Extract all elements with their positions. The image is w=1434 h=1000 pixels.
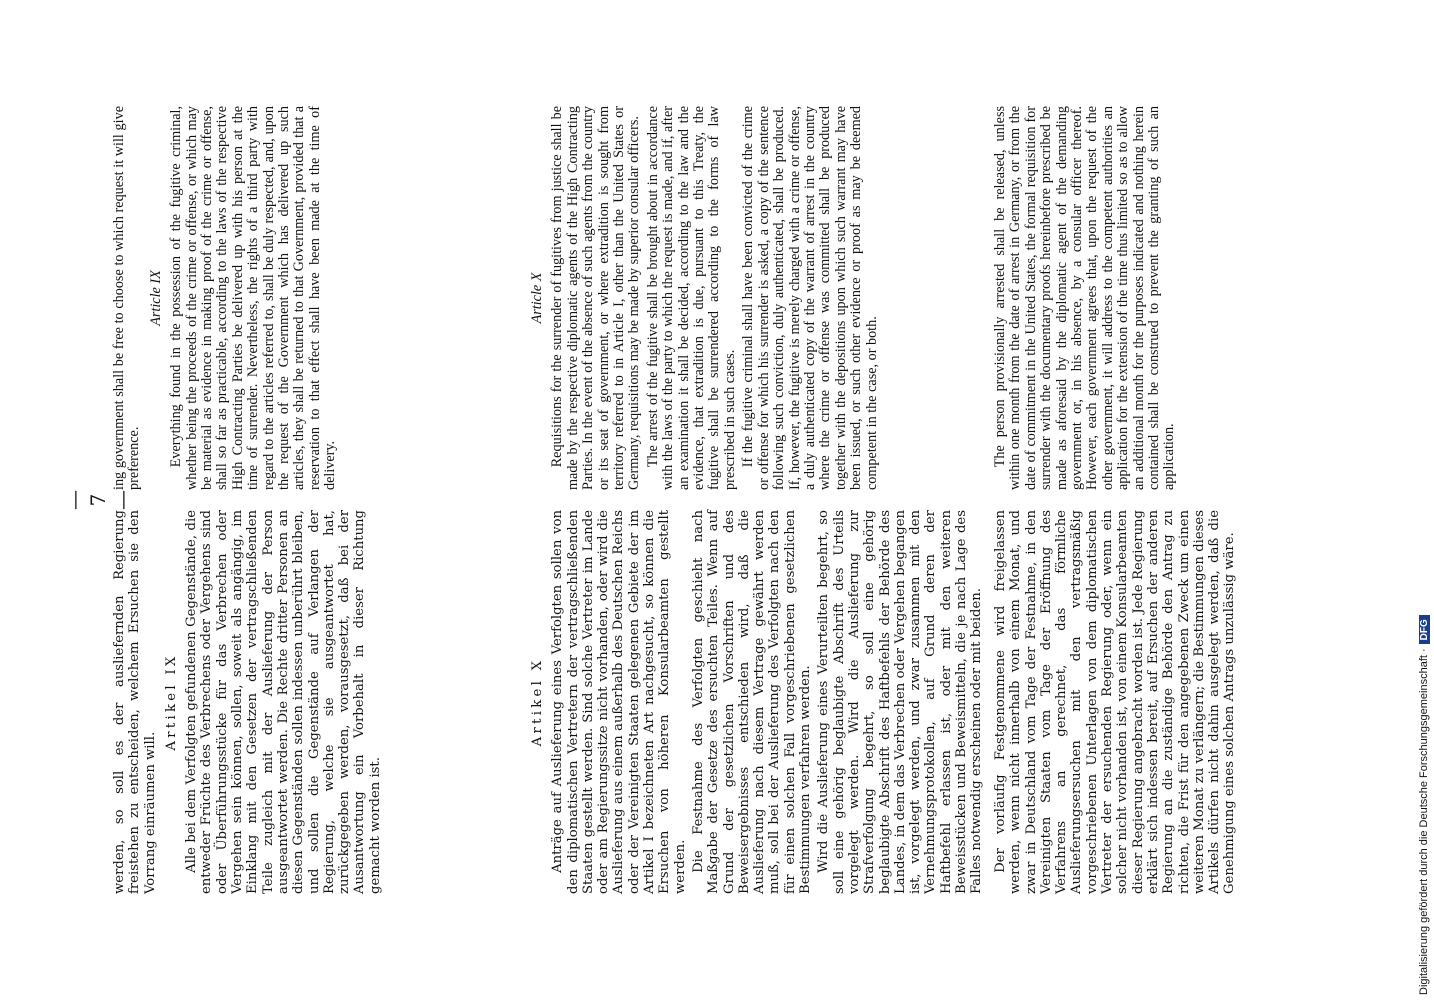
digitization-credit [1418,615,1430,995]
english-column-middle [524,106,883,490]
english-column-upper [112,106,342,490]
digitization-credit-text: Digitalisierung gefördert durch die Deutsche Forschungsgemeinschaft · [1418,648,1430,995]
german-column-upper [112,510,386,894]
page-number: — 7 — [62,490,134,510]
german-article-10-paragraph-4: Der vorläufig Festgenommene wird freigelassen werden, wenn nicht innerhalb von einem Monat, und zwar in Deutschland vom Tage der Festnahme, in den Vereinigten Staaten vom Tage der Eröffnung des Verfahrens an gerechnet, das förmliche Auslieferungsersuchen mit den vertragsmäßig vorgeschriebenen Unterlagen von dem diplomatischen Vertreter der ersuchenden Regierung oder, wenn ein solcher nicht vorhanden ist, von einem Konsularbeamten dieser Regierung angebracht worden ist. Jede Regierung erklärt sich indessen bereit, auf Ersuchen der anderen Regierung an die zuständige Behörde den Antrag zu richten, die Frist für den angegebenen Zweck um einen weiteren Monat zu verlängern; die Bestimmungen dieses Artikels dürfen nicht dahin ausgelegt werden, daß die Genehmigung eines solchen Antrags unzulässig wäre. [993,510,1238,894]
german-continuation-text: werden, so soll es der ausliefernden Regierung freistehen zu entscheiden, welchem Ersuchen sie den Vorrang einräumen will. [112,510,158,894]
german-article-10-heading: Artikel X [530,657,545,747]
german-article-10-paragraph-2: Die Festnahme des Verfolgten geschieht nach Maßgabe der Gesetze des ersuchten Teiles. Wenn auf Grund der gesetzlichen Vorschriften und des Beweisergebnisses entschieden wird, daß die Auslieferung nach diesem Vertrage gewährt werden muß, soll bei der Auslieferung des Verfolgten nach den für einen solchen Fall vorgeschriebenen gesetzlichen Bestimmungen verfahren werden. [690,510,814,894]
english-continuation-text: ing government shall be free to choose to which request it will give preference. [111,106,143,490]
german-article-10-paragraph-1: Anträge auf Auslieferung eines Verfolgten sollen von den diplomatischen Vertretern der vertragschließenden Staaten gestellt werden. Sind solche Vertreter im Lande oder am Regierungssitze nicht vorhanden, oder wird die Auslieferung aus einem außerhalb des Deutschen Reichs oder der Vereinigten Staaten gelegenen Gebiete der im Artikel I bezeichneten Art nachgesucht, so können die Ersuchen von höheren Konsularbeamten gestellt werden. [550,510,688,894]
english-article-9-heading: Article IX [147,270,164,326]
english-article-10-paragraph-2: The arrest of the fugitive shall be brought about in accordance with the laws of the party to which the request is made, and if, after an examination it shall be decided, according to the law and the evidence, that extradition is due, pursuant to this Treaty, the fugitive shall be surrendered according to the forms of law prescribed in such cases. [644,106,738,490]
english-article-9-paragraph: Everything found in the possession of the fugitive criminal, whether being the proceeds of the crime or offense, or which may be material as evidence in making proof of the crime or offense, shall so far as practicable, according to the laws of the respective High Contracting Parties be delivered up with his person at the time of surrender. Nevertheless, the rights of a third party with regard to the articles referred to, shall be duly respected, and, upon the request of the Government which has delivered up such articles, they shall be returned to that Government, provided that a reservation to that effect shall have been made at the time of delivery. [168,106,339,490]
dfg-logo-badge: DFG [1419,615,1430,644]
german-article-10-paragraph-3: Wird die Auslieferung eines Verurteilten begehrt, so soll eine gehörig beglaubigte Abschrift des Urteils vorgelegt werden. Wird die Auslieferung zur Strafverfolgung begehrt, so soll eine gehörig beglaubigte Abschrift des Haftbefehls der Behörde des Landes, in dem das Verbrechen oder Vergehen begangen ist, vorgelegt werden, und zwar zusammen mit den Vernehmungsprotokollen, auf Grund deren der Haftbefehl erlassen ist, oder mit den weiteren Beweisstücken und Beweismitteln, die je nach Lage des Falles notwendig erscheinen oder mit beiden. [816,510,985,894]
english-article-10-paragraph-3: If the fugitive criminal shall have been convicted of the crime or offense for which his surrender is asked, a copy of the sentence following such conviction, duly authenticated, shall be produced. If, however, the fugitive is merely charged with a crime or offense, a duly authenticated copy of the warrant of arrest in the country where the crime or offense was committed shall be produced together with the depositions upon which such warrant may have been issued, or such other evidence or proof as may be deemed competent in the case, or both. [740,106,880,490]
german-article-9-heading: Artikel IX [163,653,179,751]
german-article-9-paragraph: Alle bei dem Verfolgten gefundenen Gegenstände, die entweder Früchte des Verbrechens oder Vergehens sind oder Überführungsstücke für das Verbrechen oder Vergehen sein können, sollen, soweit als angängig, im Einklang mit den Gesetzen der vertragschließenden Teile zugleich mit der Auslieferung der Person ausgeantwortet werden. Die Rechte dritter Personen an diesen Gegenständen sollen indessen unberührt bleiben, und sollen die Gegenstände auf Verlangen der Regierung, welche sie ausgeantwortet hat, zurückgegeben werden, vorausgesetzt, daß bei der Ausantwortung ein Vorbehalt in dieser Richtung gemacht worden ist. [184,510,383,894]
english-article-10-paragraph-1: Requisitions for the surrender of fugitives from justice shall be made by the respective diplomatic agents of the High Contracting Parties. In the event of the absence of such agents from the country or its seat of government, or where extradition is sought from territory referred to in Article I, other than the United States or Germany, requisitions may be made by superior consular officers. [549,106,643,490]
german-column-middle [524,510,988,894]
english-article-10-heading: Article X [529,272,545,324]
english-column-lower [993,106,1181,490]
english-article-10-paragraph-4: The person provisionally arrested shall be released, unless within one month from the date of arrest in Germany, or from the date of commitment in the United States, the formal requisition for surrender with the documentary proofs hereinbefore prescribed be made as aforesaid by the diplomatic agent of the demanding government or, in his absence, by a consular officer thereof. However, each government agrees that, upon the request of the other government, it will address to the competent authorities an application for the extension of the time thus limited so as to allow an additional month for the purposes indicated and nothing herein contained shall be construed to prevent the granting of such an application. [992,106,1178,490]
german-column-lower [993,510,1241,894]
